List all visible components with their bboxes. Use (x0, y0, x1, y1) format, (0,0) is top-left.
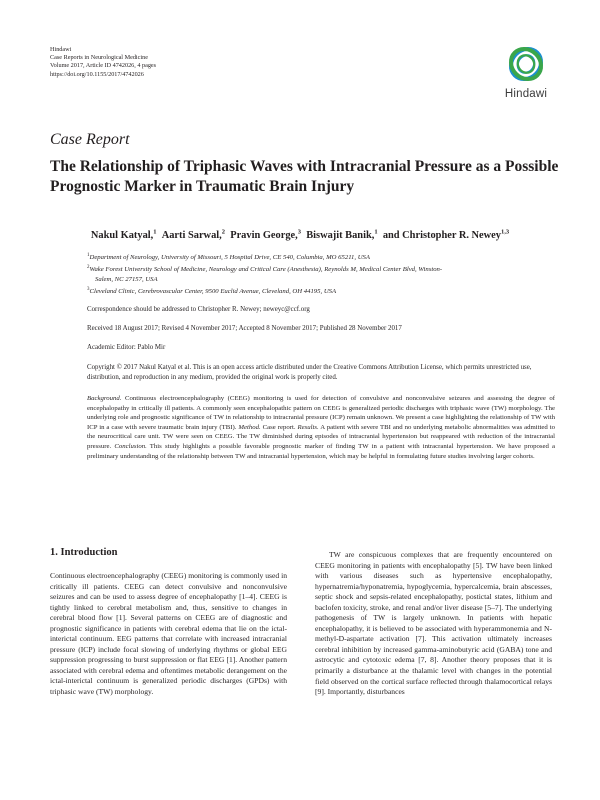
publisher-name: Hindawi (50, 46, 72, 53)
abstract-conclusion: This study highlights a possible favorable prognostic marker of finding TW in a patient with intracranial hypertension. We have proposed a preliminary understanding of the relationship between TW and intracranial hypertension, which may be helpful in formulating future studies involving larger cohorts. (87, 442, 555, 460)
author: Aarti Sarwal,$^2$ (161, 229, 225, 242)
author-list (0, 229, 600, 241)
paragraph: TW are conspicuous complexes that are frequently encountered on CEEG monitoring in patients with encephalopathy [5]. TW have been linked with various diseases such as hypertensive encephalopathy, hypernatremia/hyponatremia, hypoglycemia, hypercalcemia, brain abscesses, septic shock and sepsis-related encephalopathy, postictal states, lithium and baclofen toxicity, stroke, and renal and/or liver disease [5–7]. The underlying pathogenesis of TW is largely unknown. In patients with hepatic encephalopathy, it is believed to be associated with hyperammonemia and N-methyl-D-aspartate activation [7]. This activation ultimately increases cerebral inhibition by increased gamma-aminobutyric acid (GABA) tone and astrocytic and cytotoxic edema [7, 8]. Another theory proposes that it is primarily a disturbance at the thalamic level with changes in the potential field observed on the cortical surface reflected through thalamocortical relays [9]. Importantly, disturbances (315, 550, 552, 697)
correspondence: Correspondence should be addressed to Christopher R. Newey; neweyc@ccf.org (87, 306, 310, 313)
logo-wordmark: Hindawi (504, 88, 548, 100)
paragraph: Continuous electroencephalography (CEEG) monitoring is commonly used in critically ill patients. CEEG can detect convulsive and nonconvulsive seizures and can be used to assess degree of encephalopathy [1–4]. CEEG is tightly linked to cerebral metabolism and, thus, sensitive to changes in cerebral blood flow [1]. Several patterns on CEEG are of diagnostic and prognostic significance in patients with cerebral edema that lie on the ictal-interictal continuum. EEG patterns that correlate with increased intracranial pressure (ICP) include focal slowing of underlying rhythms or global EEG suppression progressing to burst suppression or flat EEG [1]. Another pattern associated with cerebral edema and oftentimes metabolic derangement on the ictal-interictal continuum is generalized periodic discharges (GPDs) with triphasic wave (TW) morphology. (50, 571, 287, 697)
abstract (87, 394, 555, 461)
doi-link[interactable]: https://doi.org/10.1155/2017/4742026 (50, 70, 144, 78)
abstract-results-label: Results. (297, 423, 319, 431)
hindawi-logo (499, 41, 553, 104)
affiliations (87, 251, 557, 297)
copyright-notice: Copyright © 2017 Nakul Katyal et al. This is an open access article distributed under the Creative Commons Attribution License, which permits unrestricted use, distribution, and reproduction in any medium, provided the original work is properly cited. (87, 364, 532, 381)
section-heading: 1. Introduction (50, 547, 118, 558)
body-column-right (315, 550, 552, 698)
abstract-method: Case report. (260, 423, 298, 431)
volume-line: Volume 2017, Article ID 4742026, 4 pages (50, 62, 157, 70)
abstract-results: A patient with severe TBI and no underlying metabolic abnormalities was admitted to the neurocritical care unit. TW were seen on CEEG. The TW diminished during episodes of intracranial hypertension but reappeared with reduction of the intracranial pressure. (87, 423, 555, 450)
abstract-method-label: Method. (238, 423, 261, 431)
affiliation: $^3$Cleveland Clinic, Cerebrovascular Center, 9500 Euclid Avenue, Cleveland, OH 44195, USA (87, 286, 337, 296)
affiliation: $^2$Wake Forest University School of Medicine, Neurology and Critical Care (Anesthesia), Reynolds M, Medical Center Blvd, Winston- (87, 265, 443, 274)
article-type: Case Report (50, 131, 130, 148)
hindawi-logo-icon (499, 41, 553, 87)
abstract-conclusion-label: Conclusion. (114, 442, 147, 450)
abstract-background-label: Background. (87, 395, 122, 402)
affiliation: $^1$Department of Neurology, University of Missouri, 5 Hospital Drive, CE 540, Columbia, MO 65211, USA (87, 253, 370, 262)
academic-editor: Academic Editor: Pablo Mir (87, 344, 166, 351)
abstract-background: Continuous electroencephalography (CEEG) monitoring is used for detection of convulsive and nonconvulsive seizures and assessing the degree of encephalopathy in critically ill patients. A commonly seen encephalopathic pattern on CEEG is generalized periodic discharges with triphasic wave (TW) morphology. The underlying role and prognostic significance of TW in relationship to intracranial pressure (ICP) remain unknown. We present a case highlighting the relationship of TW with ICP in a case with severe traumatic brain injury (TBI). (87, 395, 555, 431)
author: Nakul Katyal,$^1$ (90, 229, 157, 242)
author: Pravin George,$^3$ (230, 229, 301, 242)
article-dates: Received 18 August 2017; Revised 4 November 2017; Accepted 8 November 2017; Published 28 November 2017 (87, 325, 402, 332)
affiliation-continuation: Salem, NC 27157, USA (95, 276, 158, 284)
journal-header (50, 46, 156, 79)
author: and Christopher R. Newey$^{1,3}$ (382, 229, 510, 242)
author: Biswajit Banik,$^1$ (306, 229, 378, 242)
article-title: The Relationship of Triphasic Waves with Intracranial Pressure as a Possible Prognostic Marker in Traumatic Brain Injury (50, 158, 559, 195)
journal-name: Case Reports in Neurological Medicine (50, 54, 148, 62)
body-column-left (50, 571, 287, 698)
